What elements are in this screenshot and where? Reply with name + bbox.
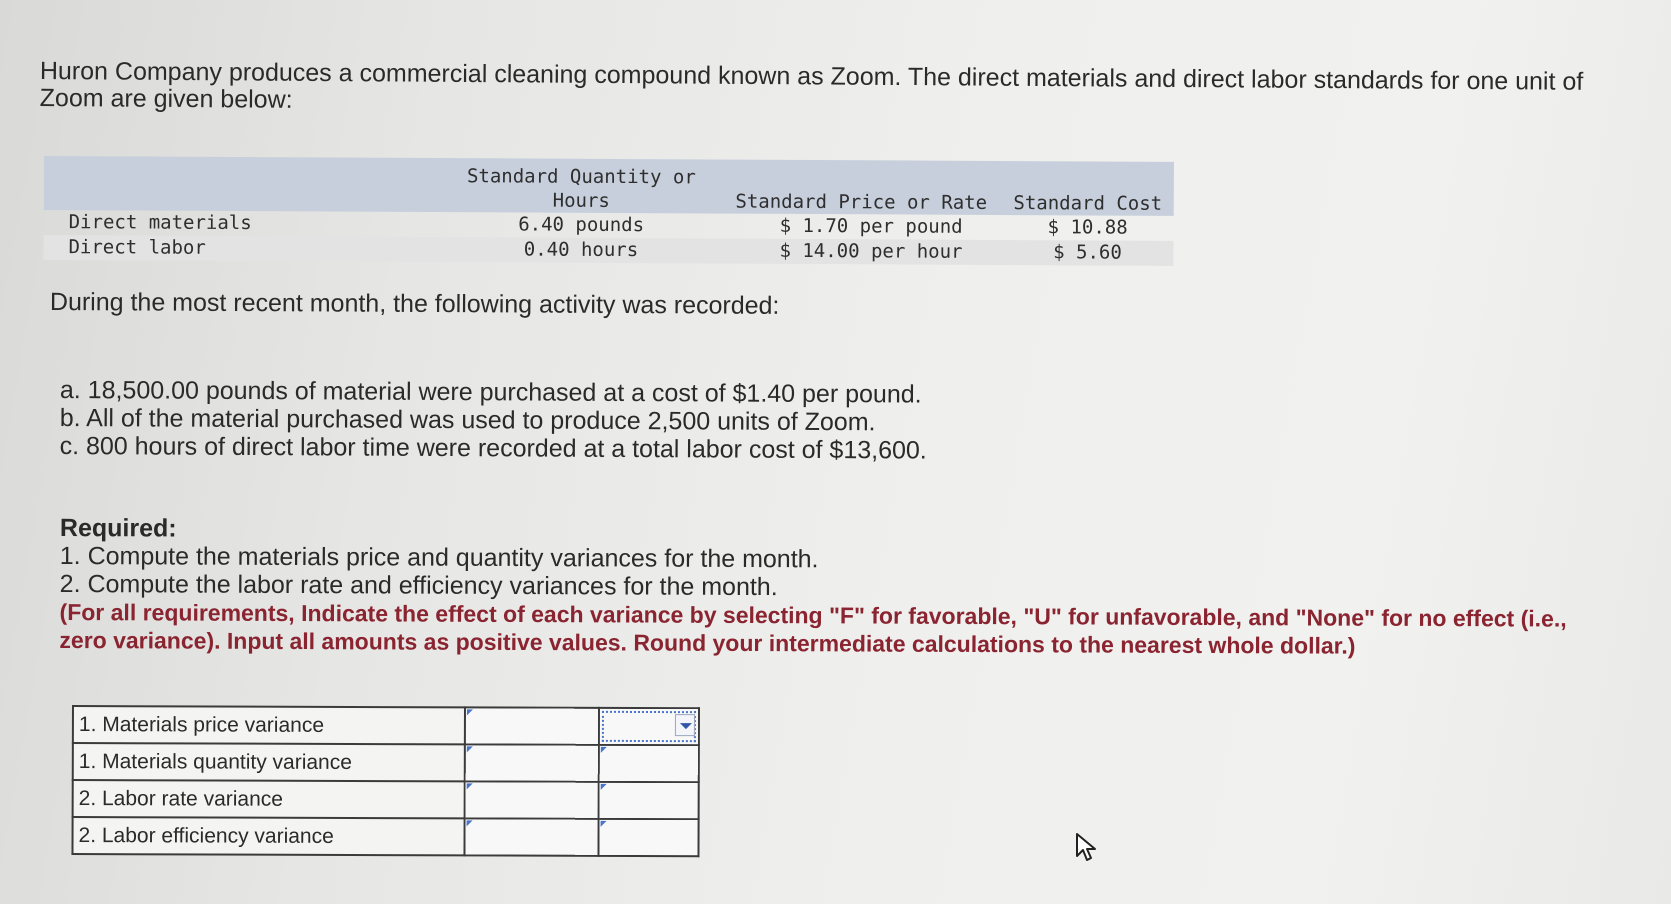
row-label: Direct materials: [68, 211, 252, 235]
table-row: [73, 743, 699, 782]
standards-header: [44, 156, 1174, 216]
table-row: [73, 780, 699, 819]
list-item: a. 18,500.00 pounds of material were purchased at a cost of $1.40 per pound.: [59, 376, 922, 409]
required-title: Required:: [59, 514, 177, 543]
header-quantity-line1: Standard Quantity or: [466, 165, 696, 189]
amount-cell: [465, 744, 599, 781]
row-label: Direct labor: [68, 236, 206, 259]
field-marker-icon: [601, 747, 607, 753]
effect-cell: [599, 782, 699, 819]
required-item: 2. Compute the labor rate and efficiency variances for the month.: [59, 569, 778, 602]
labor-rate-effect-select[interactable]: [600, 783, 698, 818]
standards-table: [43, 156, 1174, 266]
row-label: 1. Materials quantity variance: [73, 743, 465, 781]
row-label: 1. Materials price variance: [73, 706, 465, 744]
labor-efficiency-amount-input[interactable]: [465, 819, 597, 854]
row-quantity: 6.40 pounds: [518, 213, 645, 237]
activity-list: [60, 376, 928, 465]
field-marker-icon: [601, 784, 607, 790]
materials-price-amount-input[interactable]: [466, 708, 598, 743]
field-marker-icon: [467, 746, 473, 752]
problem-intro: Huron Company produces a commercial cleaning compound known as Zoom. The direct materials and direct labor standards for one unit of Zoom are given below:: [39, 57, 1584, 114]
header-price: Standard Price or Rate: [735, 190, 988, 214]
standards-row-labor: [43, 235, 1173, 266]
materials-quantity-amount-input[interactable]: [466, 745, 598, 780]
chevron-down-icon[interactable]: [675, 714, 695, 736]
header-quantity-line2: Hours: [552, 189, 610, 212]
amount-cell: [465, 707, 599, 744]
row-price: $ 14.00 per hour: [779, 239, 963, 263]
field-marker-icon: [467, 783, 473, 789]
materials-quantity-effect-select[interactable]: [600, 746, 698, 781]
list-item: b. All of the material purchased was used to produce 2,500 units of Zoom.: [59, 403, 876, 437]
labor-efficiency-effect-select[interactable]: [599, 820, 697, 855]
table-row: [72, 817, 698, 856]
answer-table: [71, 705, 700, 857]
amount-cell: [464, 818, 598, 855]
field-marker-icon: [467, 820, 473, 826]
row-cost: $ 10.88: [1047, 216, 1128, 239]
amount-cell: [465, 781, 599, 818]
header-cost: Standard Cost: [1013, 192, 1163, 215]
required-section: [59, 514, 1620, 661]
row-label: 2. Labor efficiency variance: [72, 817, 464, 855]
list-item: c. 800 hours of direct labor time were recorded at a total labor cost of $13,600.: [59, 431, 927, 465]
required-item: 1. Compute the materials price and quantity variances for the month.: [59, 541, 819, 574]
effect-cell: [599, 708, 699, 745]
effect-cell: [599, 745, 699, 782]
required-instructions: (For all requirements, Indicate the effect of each variance by selecting "F" for favorable, "U" for unfavorable, and "None" for no effect (i.e., zero variance). Input all amounts as positive values. Round your intermediate calculations to the nearest whole dollar.): [59, 598, 1567, 659]
row-price: $ 1.70 per pound: [779, 214, 963, 238]
mouse-pointer-icon: [1075, 832, 1097, 862]
field-marker-icon: [601, 821, 607, 827]
effect-cell: [598, 819, 698, 856]
row-label: 2. Labor rate variance: [73, 780, 465, 818]
activity-lead: During the most recent month, the following activity was recorded:: [49, 288, 780, 320]
table-row: [73, 706, 699, 745]
row-quantity: 0.40 hours: [523, 238, 639, 262]
labor-rate-amount-input[interactable]: [466, 782, 598, 817]
row-cost: $ 5.60: [1053, 241, 1122, 264]
field-marker-icon: [467, 709, 473, 715]
